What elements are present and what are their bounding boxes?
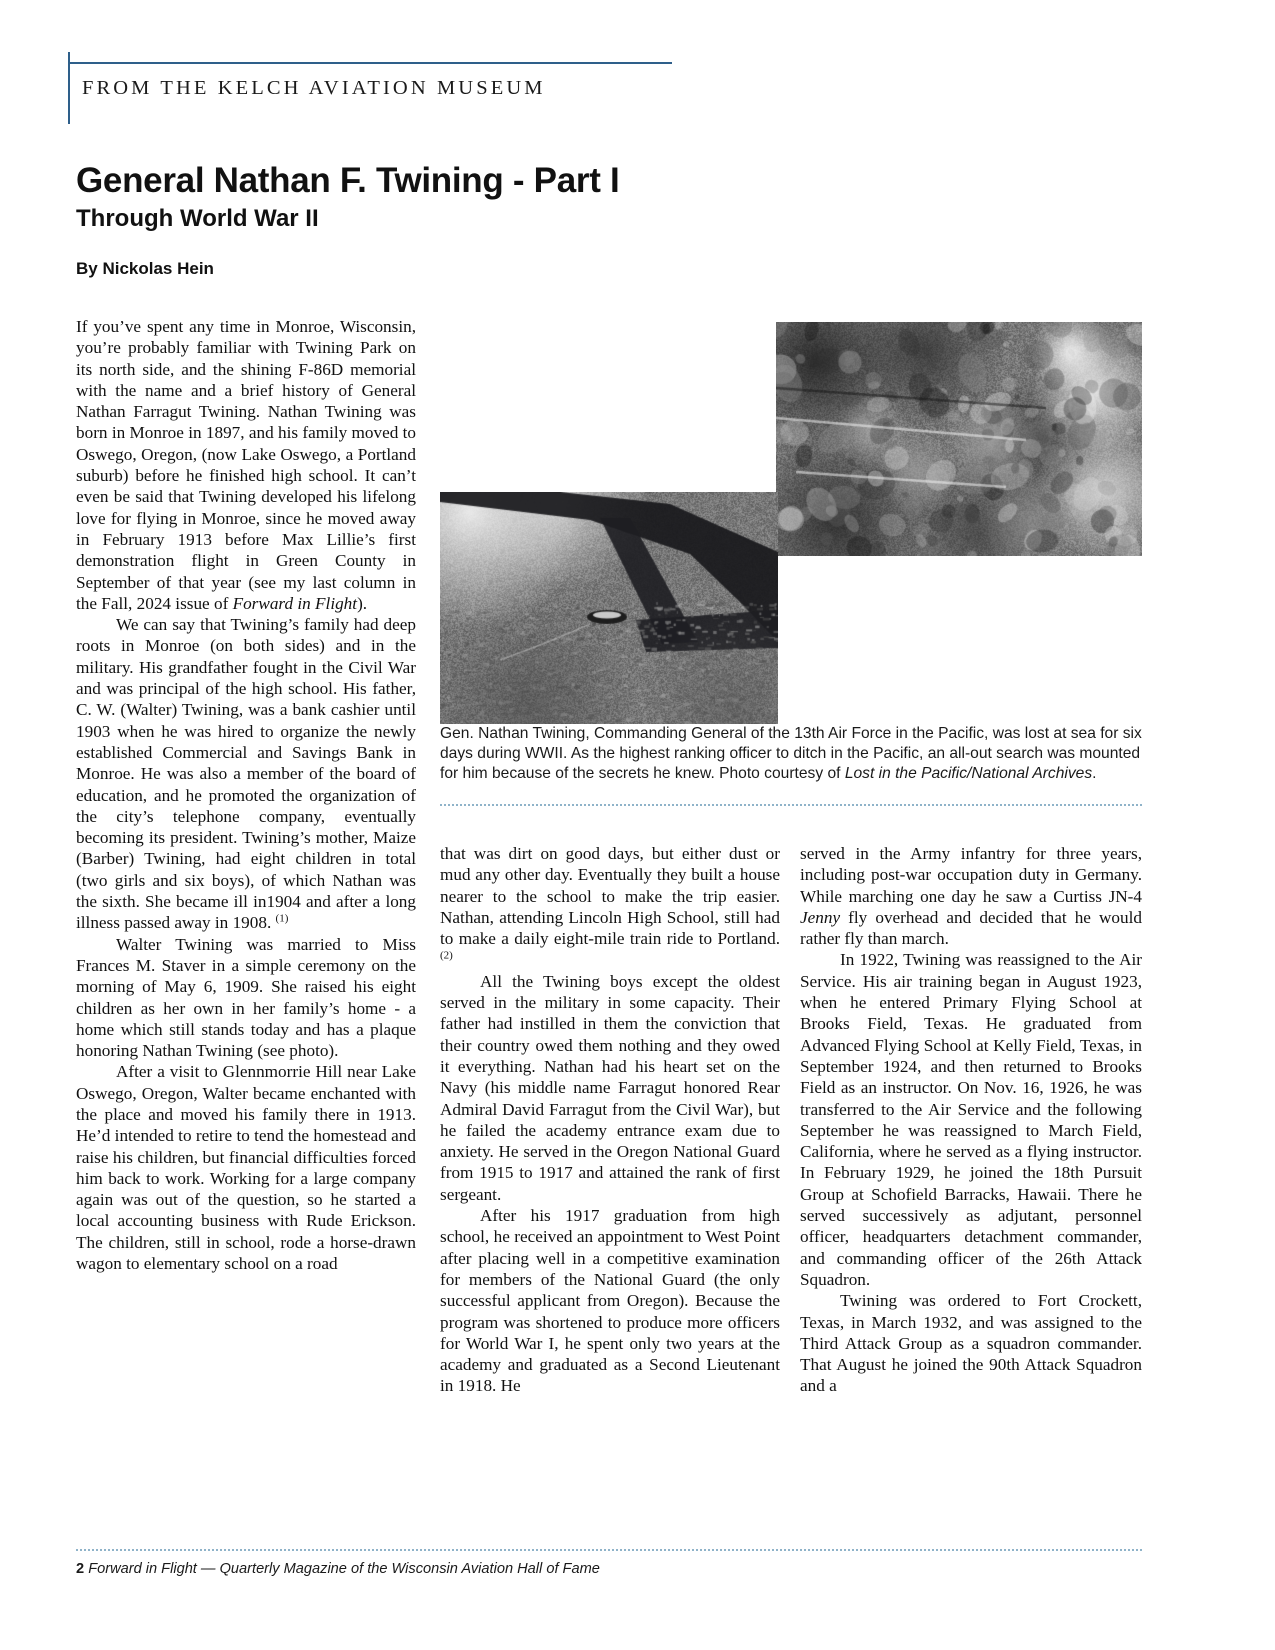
byline: By Nickolas Hein bbox=[76, 259, 214, 278]
paragraph: Twining was ordered to Fort Crockett, Texas, in March 1932, and was assigned to the Third Attack Group as a squadron commander. That August he joined the 90th Attack Squadron and a bbox=[800, 1291, 1142, 1396]
body-column-3 bbox=[800, 843, 1142, 1397]
caption-line-4-prefix: of bbox=[827, 765, 845, 783]
caption-line-4-suffix: . bbox=[1092, 765, 1097, 783]
photo-rescue-canvas bbox=[776, 322, 1142, 556]
publication-title: Forward in Flight bbox=[232, 593, 358, 613]
footer-text: Forward in Flight — Quarterly Magazine of the Wisconsin Aviation Hall of Fame bbox=[88, 1561, 600, 1577]
kicker-rule-top bbox=[68, 62, 672, 64]
photo-caption bbox=[440, 724, 1142, 785]
photo-liferaft-aerial bbox=[440, 492, 778, 724]
caption-line-3: an all-out search was mounted for him because of the secrets he knew. Photo courtesy bbox=[440, 745, 1141, 783]
paragraph bbox=[440, 843, 780, 971]
title-block bbox=[76, 160, 836, 280]
caption-source-title: Lost in the Pacific/National Archives bbox=[844, 765, 1093, 783]
caption-line-1: Gen. Nathan Twining, Commanding General of the 13th Air Force in the Pacific, was bbox=[440, 725, 1021, 742]
paragraph: Walter Twining was married to Miss Frances M. Staver in a simple ceremony on the morning of May 6, 1909. She raised his eight children as her own in her family’s home - a home which still stands today and has a plaque honoring Nathan Twining (see photo). bbox=[76, 934, 416, 1061]
page-subtitle: Through World War II bbox=[76, 205, 319, 232]
paragraph: After his 1917 graduation from high school, he received an appointment to West Point after placing well in a competitive examination for members of the National Guard (the only successful applicant from Oregon). Because the program was shortened to produce more officers for World War I, he spent only two years at the academy and graduated as a Second Lieutenant in 1918. He bbox=[440, 1206, 780, 1396]
photo-liferaft-canvas bbox=[440, 492, 778, 724]
kicker-header bbox=[68, 52, 672, 124]
paragraph: After a visit to Glennmorrie Hill near Lake Oswego, Oregon, Walter became enchanted with the place and moved his family there in 1913. He’d intended to retire to tend the homestead and raise his children, but financial difficulties forced him back to work. Working for a large company again was out of the question, so he started a local accounting business with Rude Erickson. The children, still in school, rode a horse-drawn wagon to elementary school on a road bbox=[76, 1062, 416, 1274]
body-column-2 bbox=[440, 843, 780, 1397]
paragraph: All the Twining boys except the oldest served in the military in some capacity. Their father had instilled in them the conviction that their country owed them nothing and they owed it everything. Nathan had his heart set on the Navy (his middle name Farragut honored Rear Admiral David Farragut from the Civil War), but he failed the academy entrance exam due to anxiety. He served in the Oregon National Guard from 1915 to 1917 and attained the rank of first sergeant. bbox=[440, 971, 780, 1204]
page-number: 2 bbox=[76, 1561, 85, 1577]
kicker-label: FROM THE KELCH AVIATION MUSEUM bbox=[82, 77, 546, 99]
para-text-tail: fly overhead and decided that he would rather fly than march. bbox=[800, 907, 1142, 949]
footer-divider-rule bbox=[76, 1549, 1142, 1551]
section-divider-rule bbox=[440, 804, 1142, 806]
para-text: that was dirt on good days, but either dust or mud any other day. Eventually they built a house nearer to the school to make the trip easier. Nathan, attending Lincoln High School, still had to make a daily eight-mile train ride to Portland. bbox=[440, 844, 780, 949]
para-text: If you’ve spent any time in Monroe, Wisconsin, you’re probably familiar with Twining Park on its north side, and the shining F-86D memorial with the name and a brief history of General Nathan Farragut Twining. Nathan Twining was born in Monroe in 1897, and his family moved to Oswego, Oregon, (now Lake Oswego, a Portland suburb) before he finished high school. It can’t even be said that Twining developed his lifelong love for flying in Monroe, since he moved away in February 1913 before Max Lillie’s first demonstration flight in Green County in September of that year (see my last column in the Fall, 2024 issue of bbox=[76, 317, 416, 613]
page-title: General Nathan F. Twining - Part I bbox=[76, 161, 620, 200]
paragraph bbox=[800, 843, 1142, 949]
para-text: served in the Army infantry for three years, including post-war occupation duty in Germany. While marching one day he saw a Curtiss JN-4 bbox=[800, 844, 1142, 906]
page-footer bbox=[76, 1561, 600, 1577]
photo-rescue-at-sea bbox=[776, 322, 1142, 556]
footnote-marker-2: (2) bbox=[440, 949, 453, 962]
footnote-marker-1: (1) bbox=[275, 912, 289, 925]
aircraft-nickname: Jenny bbox=[800, 907, 841, 927]
body-column-1 bbox=[76, 316, 416, 1274]
caption-line-2: lost at sea for six days during WWII. As the highest ranking officer to ditch in the Pacific, bbox=[440, 725, 1142, 763]
paragraph bbox=[76, 316, 416, 614]
para-text-tail: ). bbox=[357, 593, 368, 613]
paragraph: In 1922, Twining was reassigned to the Air Service. His air training began in August 1923, when he entered Primary Flying School at Brooks Field, Texas. He graduated from Advanced Flying School at Kelly Field, Texas, in September 1924, and then returned to Brooks Field as an instructor. On Nov. 16, 1926, he was transferred to the Air Service and the following September he was reassigned to March Field, California, where he served as a flying instructor. In February 1929, he joined the 18th Pursuit Group at Schofield Barracks, Hawaii. There he served successively as adjutant, personnel officer, headquarters detachment commander, and commanding officer of the 26th Attack Squadron. bbox=[800, 950, 1142, 1289]
paragraph bbox=[76, 614, 416, 933]
para-text: We can say that Twining’s family had deep roots in Monroe (on both sides) and in the military. His grandfather fought in the Civil War and was principal of the high school. His father, C. W. (Walter) Twining, was a bank cashier until 1903 when he was hired to organize the newly established Commercial and Savings Bank in Monroe. He was also a member of the board of education, and he promoted the organization of the city’s telephone company, eventually becoming its president. Twining’s mother, Maize (Barber) Twining, had eight children in total (two girls and six boys), of which Nathan was the sixth. She became ill in1904 and after a long illness passed away in 1908. bbox=[76, 615, 416, 933]
